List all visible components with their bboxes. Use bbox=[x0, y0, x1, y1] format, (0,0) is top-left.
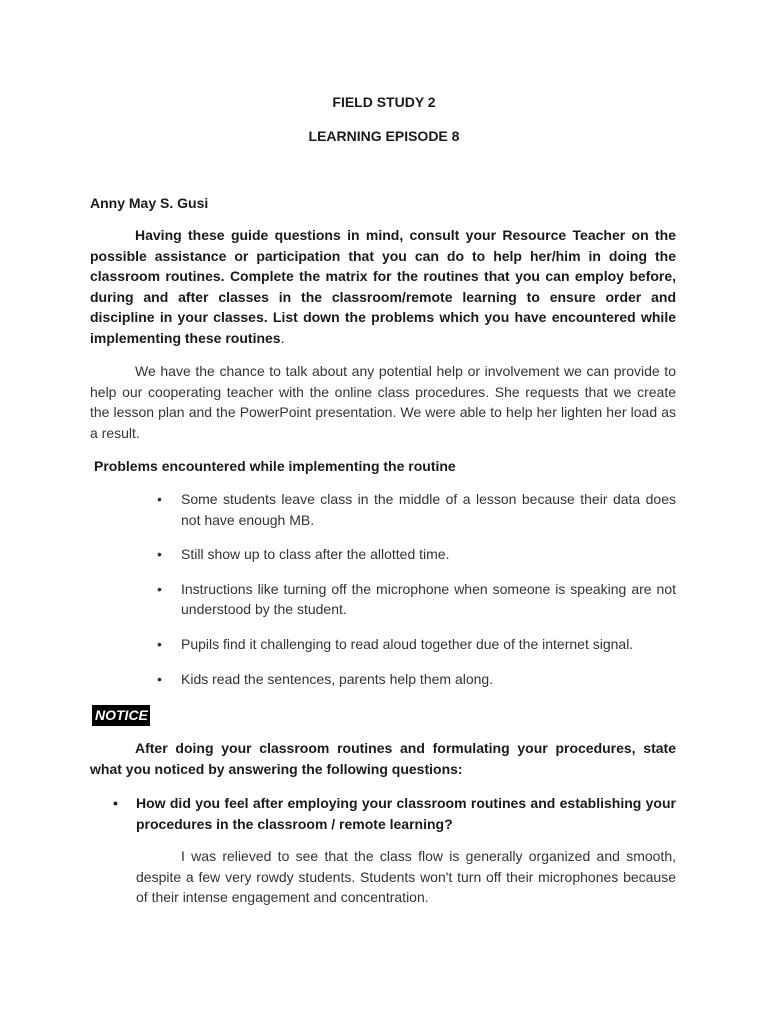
problem-text: Still show up to class after the allotted time. bbox=[181, 546, 450, 563]
problem-text: Some students leave class in the middle of a lesson because their data does not have enough MB. bbox=[181, 491, 676, 528]
question-text: How did you feel after employing your classroom routines and establishing your procedures in the classroom / remote learning? bbox=[136, 795, 676, 832]
answer-paragraph: I was relieved to see that the class flow is generally organized and smooth, despite a few very rowdy students. Students won't turn off their microphones because of their intense engagement and concentration. bbox=[136, 848, 676, 906]
instructions-paragraph bbox=[90, 225, 676, 349]
list-item bbox=[135, 634, 676, 655]
bullet-icon: • bbox=[157, 580, 162, 597]
question-item bbox=[113, 793, 676, 834]
problems-heading: Problems encountered while implementing the routine bbox=[94, 458, 456, 474]
bullet-icon: • bbox=[157, 670, 162, 687]
notice-label: NOTICE bbox=[92, 705, 150, 726]
problem-text: Kids read the sentences, parents help them along. bbox=[181, 670, 494, 687]
problem-text: Instructions like turning off the microphone when someone is speaking are not understood by the student. bbox=[181, 580, 676, 618]
bullet-icon: • bbox=[157, 635, 162, 652]
problems-list bbox=[135, 489, 676, 703]
document-title: FIELD STUDY 2 bbox=[332, 94, 436, 110]
bullet-icon: • bbox=[113, 795, 118, 811]
list-item bbox=[135, 579, 676, 620]
bullet-icon: • bbox=[157, 546, 162, 563]
problem-text: Pupils find it challenging to read aloud together due of the internet signal. bbox=[181, 635, 634, 652]
bullet-icon: • bbox=[157, 491, 162, 507]
instructions-text: Having these guide questions in mind, consult your Resource Teacher on the possible assistance or participation that you can do to help her/him in doing the classroom routines. Complete the matrix for the routines that you can employ before, during and after classes in the classroom/remote learning to ensure order and discipline in your classes. List down the problems which you have encountered while implementing these routines bbox=[90, 227, 676, 346]
response-paragraph: We have the chance to talk about any potential help or involvement we can provide to help our cooperating teacher with the online class procedures. She requests that we create the lesson plan and the PowerPoint presentation. We were able to help her lighten her load as a result. bbox=[90, 363, 676, 441]
list-item bbox=[135, 544, 676, 565]
episode-title: LEARNING EPISODE 8 bbox=[308, 128, 460, 144]
notice-instructions: After doing your classroom routines and formulating your procedures, state what you noticed by answering the following questions: bbox=[90, 740, 676, 777]
list-item bbox=[135, 669, 676, 690]
list-item bbox=[135, 489, 676, 530]
author-name: Anny May S. Gusi bbox=[90, 195, 209, 211]
instructions-period: . bbox=[280, 329, 285, 346]
